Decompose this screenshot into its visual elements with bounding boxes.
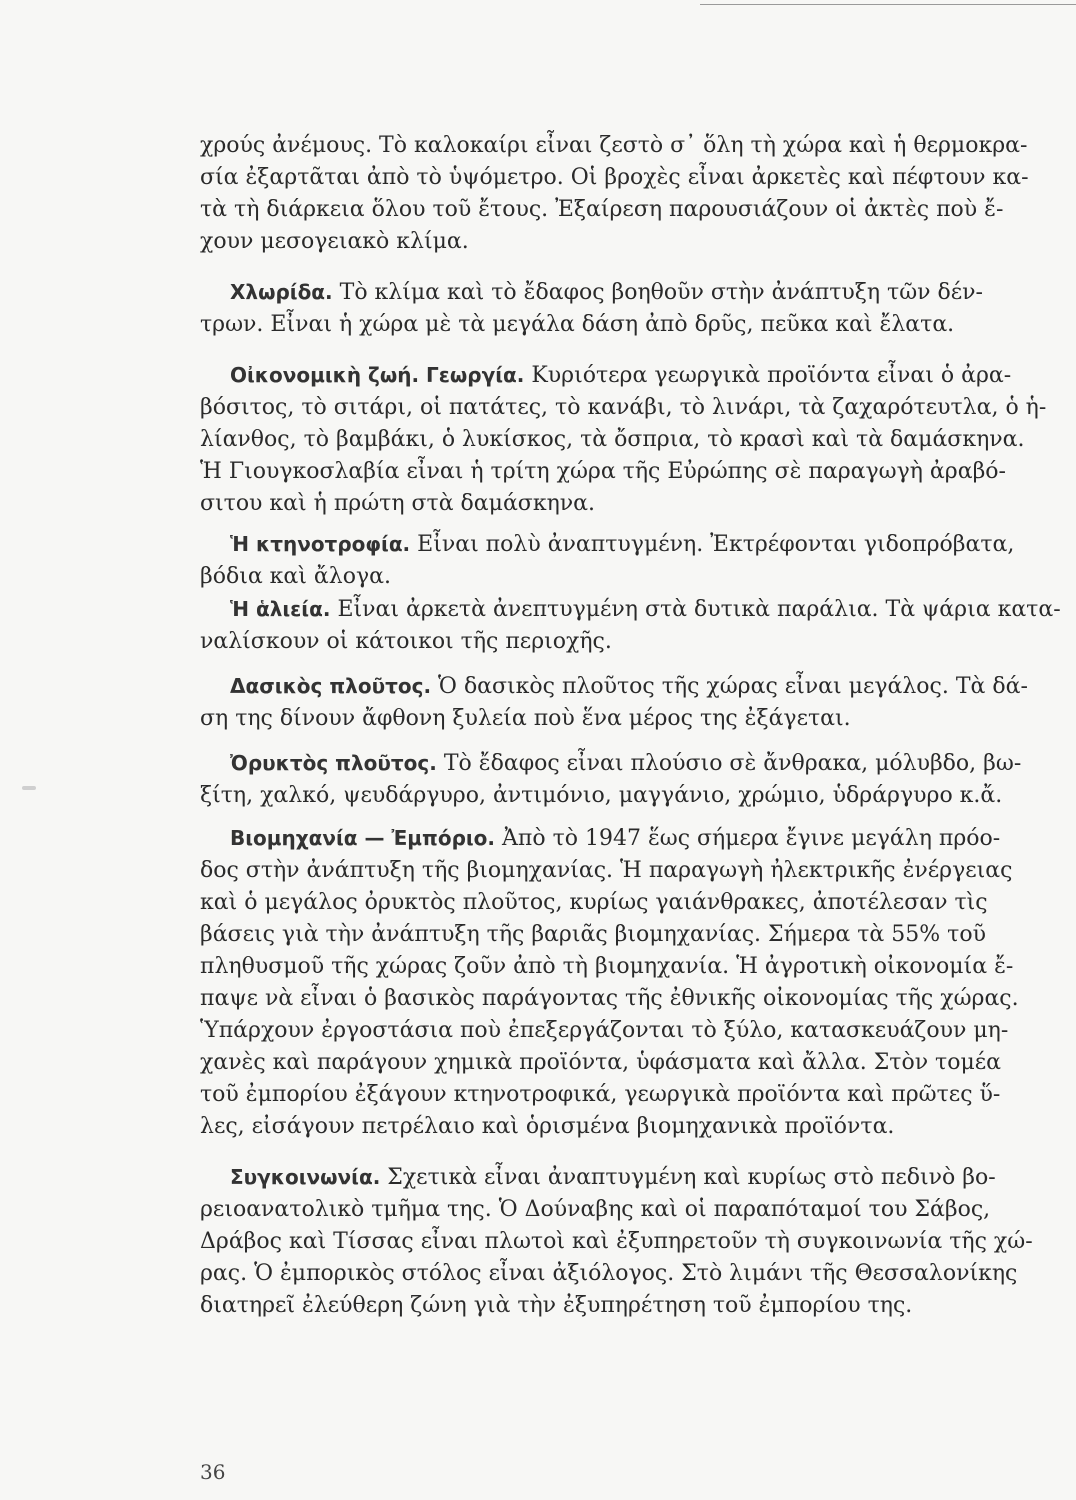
text-line bbox=[200, 1161, 1028, 1194]
line-text: βόδια καὶ ἄλογα. bbox=[200, 564, 391, 589]
section-heading: Δασικὸς πλοῦτος. bbox=[230, 674, 432, 698]
scan-speck bbox=[22, 786, 36, 790]
section-heading: Ἡ κτηνοτροφία. bbox=[230, 532, 411, 556]
text-line bbox=[200, 951, 1028, 983]
text-line bbox=[200, 162, 1028, 194]
line-text: διατηρεῖ ἐλεύθερη ζώνη γιὰ τὴν ἐξυπηρέτηση τοῦ ἐμπορίου της. bbox=[200, 1293, 913, 1318]
text-line bbox=[200, 626, 1028, 658]
text-line bbox=[200, 983, 1028, 1015]
text-line bbox=[200, 887, 1028, 919]
line-text: σία ἐξαρτᾶται ἀπὸ τὸ ὑψόμετρο. Οἱ βροχὲς εἶναι ἀρκετὲς καὶ πέφτουν κα- bbox=[200, 165, 1029, 190]
text-line bbox=[200, 670, 1028, 703]
line-text: βάσεις γιὰ τὴν ἀνάπτυξη τῆς βαριᾶς βιομηχανίας. Σήμερα τὰ 55% τοῦ bbox=[200, 922, 986, 947]
text-line bbox=[200, 226, 1028, 258]
text-line bbox=[200, 276, 1028, 309]
section-heading: Βιομηχανία — Ἐμπόριο. bbox=[230, 826, 496, 850]
text-line bbox=[200, 194, 1028, 226]
line-text: Εἶναι ἀρκετὰ ἀνεπτυγμένη στὰ δυτικὰ παράλια. Τὰ ψάρια κατα- bbox=[330, 597, 1061, 622]
page-body bbox=[200, 130, 1061, 1322]
text-line bbox=[200, 780, 1028, 812]
line-text: ρειοανατολικὸ τμῆμα της. Ὁ Δούναβης καὶ οἱ παραπόταμοί του Σάβος, bbox=[200, 1197, 991, 1222]
line-text: Τὸ ἔδαφος εἶναι πλούσιο σὲ ἄνθρακα, μόλυβδο, βω- bbox=[436, 751, 1022, 776]
line-text: τὰ τὴ διάρκεια ὅλου τοῦ ἔτους. Ἐξαίρεση παρουσιάζουν οἱ ἀκτὲς ποὺ ἔ- bbox=[200, 197, 1004, 222]
text-line bbox=[200, 528, 1028, 561]
line-text: Ἀπὸ τὸ 1947 ἕως σήμερα ἔγινε μεγάλη πρόο- bbox=[495, 826, 1001, 851]
line-text: βόσιτος, τὸ σιτάρι, οἱ πατάτες, τὸ κανάβι, τὸ λινάρι, τὰ ζαχαρότευτλα, ὁ ἡ- bbox=[200, 395, 1047, 420]
top-edge-rule bbox=[700, 4, 1076, 5]
text-line bbox=[200, 747, 1028, 780]
line-text: Τὸ κλίμα καὶ τὸ ἔδαφος βοηθοῦν στὴν ἀνάπτυξη τῶν δέν- bbox=[332, 280, 983, 305]
line-text: Δράβος καὶ Τίσσας εἶναι πλωτοὶ καὶ ἐξυπηρετοῦν τὴ συγκοινωνία τῆς χώ- bbox=[200, 1229, 1033, 1254]
line-text: ρας. Ὁ ἐμπορικὸς στόλος εἶναι ἀξιόλογος. Στὸ λιμάνι τῆς Θεσσαλονίκης bbox=[200, 1261, 1018, 1286]
line-text: λες, εἰσάγουν πετρέλαιο καὶ ὁρισμένα βιομηχανικὰ προϊόντα. bbox=[200, 1114, 895, 1139]
line-text: σιτου καὶ ἡ πρώτη στὰ δαμάσκηνα. bbox=[200, 491, 595, 516]
text-line bbox=[200, 1015, 1028, 1047]
text-line bbox=[200, 1226, 1033, 1258]
line-text: Κυριότερα γεωργικὰ προϊόντα εἶναι ὁ ἀρα- bbox=[524, 363, 1012, 388]
text-line bbox=[200, 1079, 1028, 1111]
section-heading: Ὀρυκτὸς πλοῦτος. bbox=[230, 751, 437, 775]
line-text: Εἶναι πολὺ ἀναπτυγμένη. Ἐκτρέφονται γιδοπρόβατα, bbox=[410, 532, 1015, 557]
section-heading: Συγκοινωνία. bbox=[230, 1165, 381, 1189]
line-text: Ὑπάρχουν ἐργοστάσια ποὺ ἐπεξεργάζονται τὸ ξύλο, κατασκευάζουν μη- bbox=[200, 1018, 1009, 1043]
line-text: πληθυσμοῦ τῆς χώρας ζοῦν ἀπὸ τὴ βιομηχανία. Ἡ ἀγροτικὴ οἰκονομία ἔ- bbox=[200, 954, 1014, 979]
text-line bbox=[200, 130, 1028, 162]
text-line bbox=[200, 1111, 1028, 1143]
line-text: χανὲς καὶ παράγουν χημικὰ προϊόντα, ὑφάσματα καὶ ἄλλα. Στὸν τομέα bbox=[200, 1050, 1002, 1075]
text-line bbox=[200, 593, 1061, 626]
page-number: 36 bbox=[200, 1460, 226, 1484]
text-line bbox=[200, 392, 1047, 424]
text-line bbox=[200, 456, 1028, 488]
line-text: καὶ ὁ μεγάλος ὀρυκτὸς πλοῦτος, κυρίως γαιάνθρακες, ἀποτέλεσαν τὶς bbox=[200, 890, 988, 915]
text-line bbox=[200, 919, 1028, 951]
line-text: τρων. Εἶναι ἡ χώρα μὲ τὰ μεγάλα δάση ἀπὸ δρῦς, πεῦκα καὶ ἔλατα. bbox=[200, 312, 955, 337]
text-line bbox=[200, 703, 1028, 735]
text-line bbox=[200, 822, 1028, 855]
line-text: ξίτη, χαλκό, ψευδάργυρο, ἀντιμόνιο, μαγγάνιο, χρώμιο, ὑδράργυρο κ.ἄ. bbox=[200, 783, 1003, 808]
text-line bbox=[200, 424, 1028, 456]
line-text: ση της δίνουν ἄφθονη ξυλεία ποὺ ἕνα μέρος της ἐξάγεται. bbox=[200, 706, 851, 731]
line-text: Ὁ δασικὸς πλοῦτος τῆς χώρας εἶναι μεγάλος. Τὰ δά- bbox=[431, 674, 1028, 699]
line-text: τοῦ ἐμπορίου ἐξάγουν κτηνοτροφικά, γεωργικὰ προϊόντα καὶ πρῶτες ὕ- bbox=[200, 1082, 1001, 1107]
text-line bbox=[200, 1258, 1028, 1290]
line-text: Ἡ Γιουγκοσλαβία εἶναι ἡ τρίτη χώρα τῆς Εὐρώπης σὲ παραγωγὴ ἀραβό- bbox=[200, 459, 1006, 484]
section-heading: Οἰκονομικὴ ζωή. Γεωργία. bbox=[230, 363, 525, 387]
section-heading: Χλωρίδα. bbox=[230, 280, 333, 304]
line-text: λίανθος, τὸ βαμβάκι, ὁ λυκίσκος, τὰ ὄσπρια, τὸ κρασὶ καὶ τὰ δαμάσκηνα. bbox=[200, 427, 1025, 452]
line-text: Σχετικὰ εἶναι ἀναπτυγμένη καὶ κυρίως στὸ πεδινὸ βο- bbox=[380, 1165, 996, 1190]
text-line bbox=[200, 1290, 1028, 1322]
line-text: χρούς ἀνέμους. Τὸ καλοκαίρι εἶναι ζεστὸ σ᾿ ὅλη τὴ χώρα καὶ ἡ θερμοκρα- bbox=[200, 133, 1028, 158]
line-text: ναλίσκουν οἱ κάτοικοι τῆς περιοχῆς. bbox=[200, 629, 612, 654]
line-text: δος στὴν ἀνάπτυξη τῆς βιομηχανίας. Ἡ παραγωγὴ ἠλεκτρικῆς ἐνέργειας bbox=[200, 858, 1013, 883]
text-line bbox=[200, 488, 1028, 520]
text-line bbox=[200, 855, 1028, 887]
text-line bbox=[200, 561, 1028, 593]
line-text: παψε νὰ εἶναι ὁ βασικὸς παράγοντας τῆς ἐθνικῆς οἰκονομίας τῆς χώρας. bbox=[200, 986, 1019, 1011]
text-line bbox=[200, 1047, 1028, 1079]
line-text: χουν μεσογειακὸ κλίμα. bbox=[200, 229, 469, 254]
section-heading: Ἡ ἁλιεία. bbox=[230, 597, 331, 621]
text-line bbox=[200, 1194, 1028, 1226]
text-line bbox=[200, 309, 1028, 341]
text-line bbox=[200, 359, 1028, 392]
